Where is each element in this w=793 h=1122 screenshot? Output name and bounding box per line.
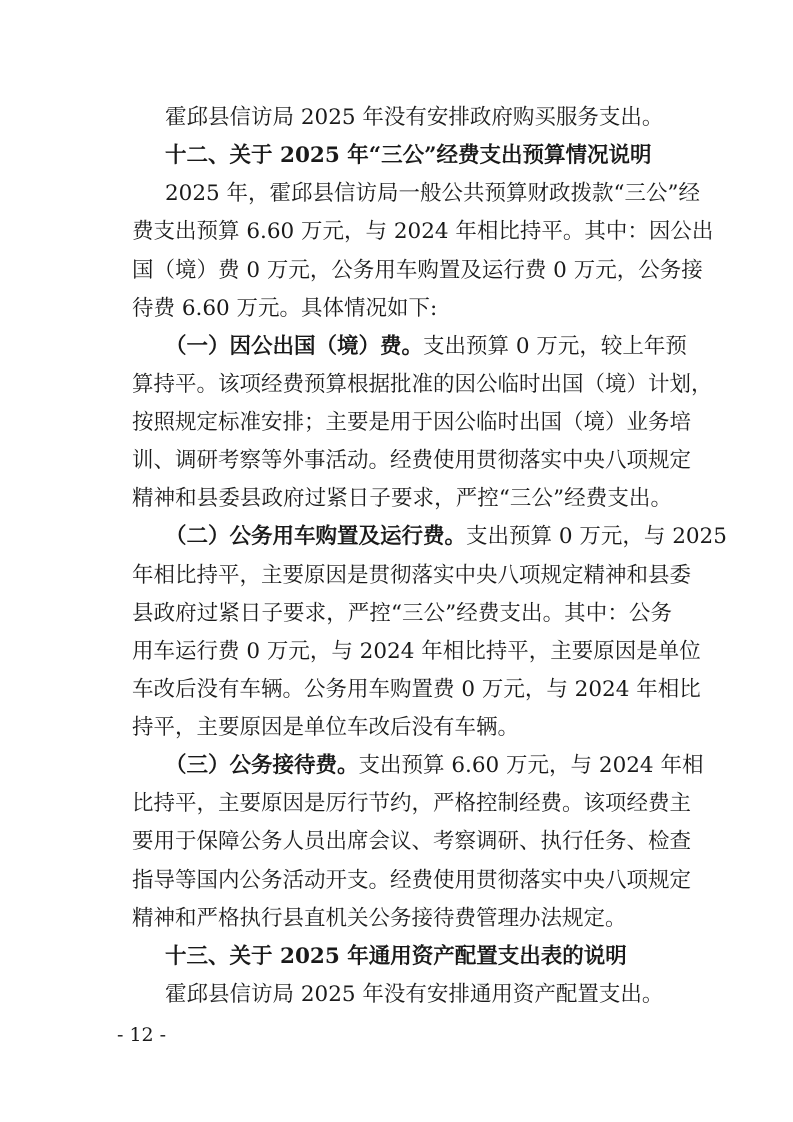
paragraph-line: 按照规定标准安排；主要是用于因公临时出国（境）业务培 <box>132 410 692 435</box>
subsection-line <box>165 327 687 367</box>
paragraph-text: 支出预算 0 万元，较上年预 <box>423 334 687 359</box>
paragraph-text: 支出预算 6.60 万元，与 2024 年相 <box>358 753 704 778</box>
paragraph-line: 比持平，主要原因是厉行节约，严格控制经费。该项经费主 <box>132 791 692 816</box>
paragraph-line: 国（境）费 0 万元，公务用车购置及运行费 0 万元，公务接 <box>132 258 703 283</box>
paragraph-line: 费支出预算 6.60 万元，与 2024 年相比持平。其中：因公出 <box>132 219 714 244</box>
paragraph-line: 霍邱县信访局 2025 年没有安排通用资产配置支出。 <box>165 982 664 1007</box>
paragraph-line: 年相比持平，主要原因是贯彻落实中央八项规定精神和县委 <box>132 563 692 588</box>
paragraph-line: 用车运行费 0 万元，与 2024 年相比持平，主要原因是单位 <box>132 639 701 664</box>
subsection-heading-3: （三）公务接待费。 <box>165 753 359 778</box>
paragraph-line: 2025 年，霍邱县信访局一般公共预算财政拨款“三公”经 <box>165 181 701 206</box>
subsection-line <box>165 746 704 786</box>
paragraph-line: 车改后没有车辆。公务用车购置费 0 万元，与 2024 年相比 <box>132 677 701 702</box>
paragraph-line: 霍邱县信访局 2025 年没有安排政府购买服务支出。 <box>165 105 664 130</box>
paragraph-line: 精神和县委县政府过紧日子要求，严控“三公”经费支出。 <box>132 486 672 511</box>
section-heading-13: 十三、关于 2025 年通用资产配置支出表的说明 <box>165 944 627 969</box>
section-heading-12: 十二、关于 2025 年“三公”经费支出预算情况说明 <box>165 143 652 168</box>
paragraph-line: 指导等国内公务活动开支。经费使用贯彻落实中央八项规定 <box>132 868 692 893</box>
paragraph-line: 持平，主要原因是单位车改后没有车辆。 <box>132 715 520 740</box>
subsection-heading-1: （一）因公出国（境）费。 <box>165 334 424 359</box>
paragraph-line: 要用于保障公务人员出席会议、考察调研、执行任务、检查 <box>132 829 692 854</box>
paragraph-line: 训、调研考察等外事活动。经费使用贯彻落实中央八项规定 <box>132 448 692 473</box>
subsection-line <box>165 517 727 557</box>
paragraph-line: 县政府过紧日子要求，严控“三公”经费支出。其中：公务 <box>132 601 672 626</box>
paragraph-line: 精神和严格执行县直机关公务接待费管理办法规定。 <box>132 906 627 931</box>
paragraph-line: 待费 6.60 万元。具体情况如下: <box>132 296 438 321</box>
paragraph-text: 支出预算 0 万元，与 2025 <box>466 524 727 549</box>
page-number: - 12 - <box>117 1024 167 1046</box>
paragraph-line: 算持平。该项经费预算根据批准的因公临时出国（境）计划， <box>132 372 713 397</box>
subsection-heading-2: （二）公务用车购置及运行费。 <box>165 524 467 549</box>
